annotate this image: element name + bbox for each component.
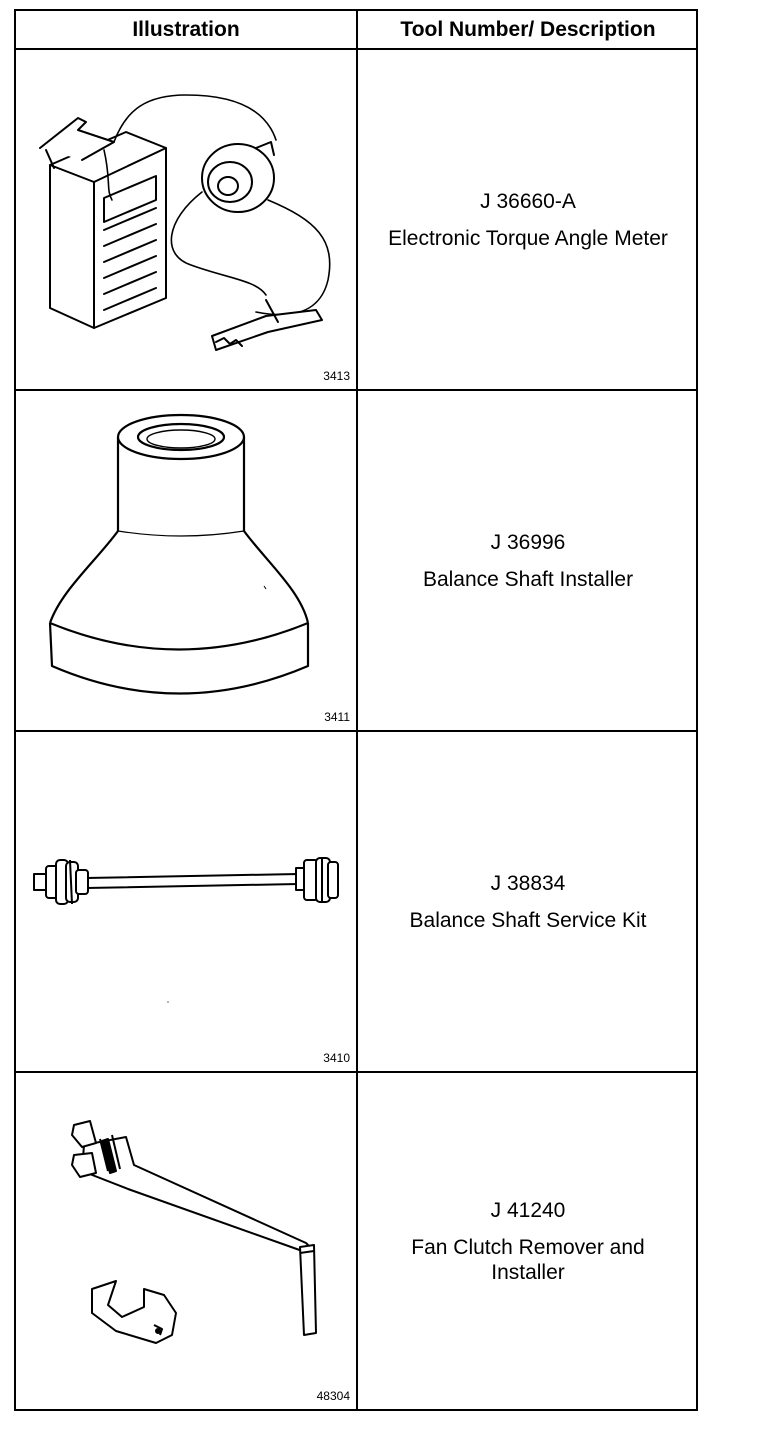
figure-number: 3410 [323, 1051, 350, 1065]
description-cell [358, 1073, 698, 1409]
figure-number: 3411 [324, 710, 350, 724]
balance-shaft-installer-icon [16, 391, 356, 730]
table-row [16, 732, 696, 1073]
tool-number: J 38834 [490, 871, 566, 895]
table-row [16, 1073, 696, 1409]
tool-description: Balance Shaft Service Kit [409, 908, 647, 932]
tool-number: J 36996 [490, 530, 566, 554]
table-row [16, 50, 696, 391]
header-tool-description: Tool Number/ Description [400, 18, 656, 41]
tool-description: Fan Clutch Remover and Installer [411, 1235, 645, 1284]
balance-shaft-service-kit-icon [16, 732, 356, 1071]
tool-description: Electronic Torque Angle Meter [388, 226, 668, 250]
header-illustration: Illustration [132, 18, 240, 41]
description-cell [358, 391, 698, 730]
description-cell [358, 732, 698, 1071]
illustration-cell [16, 50, 356, 389]
table-header [16, 11, 696, 50]
figure-number: 3413 [323, 369, 350, 383]
illustration-cell [16, 1073, 356, 1409]
torque-angle-meter-icon [16, 50, 356, 389]
tool-description: Balance Shaft Installer [422, 567, 634, 591]
illustration-cell [16, 391, 356, 730]
illustration-cell [16, 732, 356, 1071]
figure-number: 48304 [316, 1389, 350, 1403]
table-row [16, 391, 696, 732]
tool-number: J 36660-A [480, 189, 576, 213]
fan-clutch-tool-icon [16, 1073, 356, 1407]
tools-table [14, 9, 698, 1411]
tool-number: J 41240 [490, 1198, 566, 1222]
description-cell [358, 50, 698, 389]
